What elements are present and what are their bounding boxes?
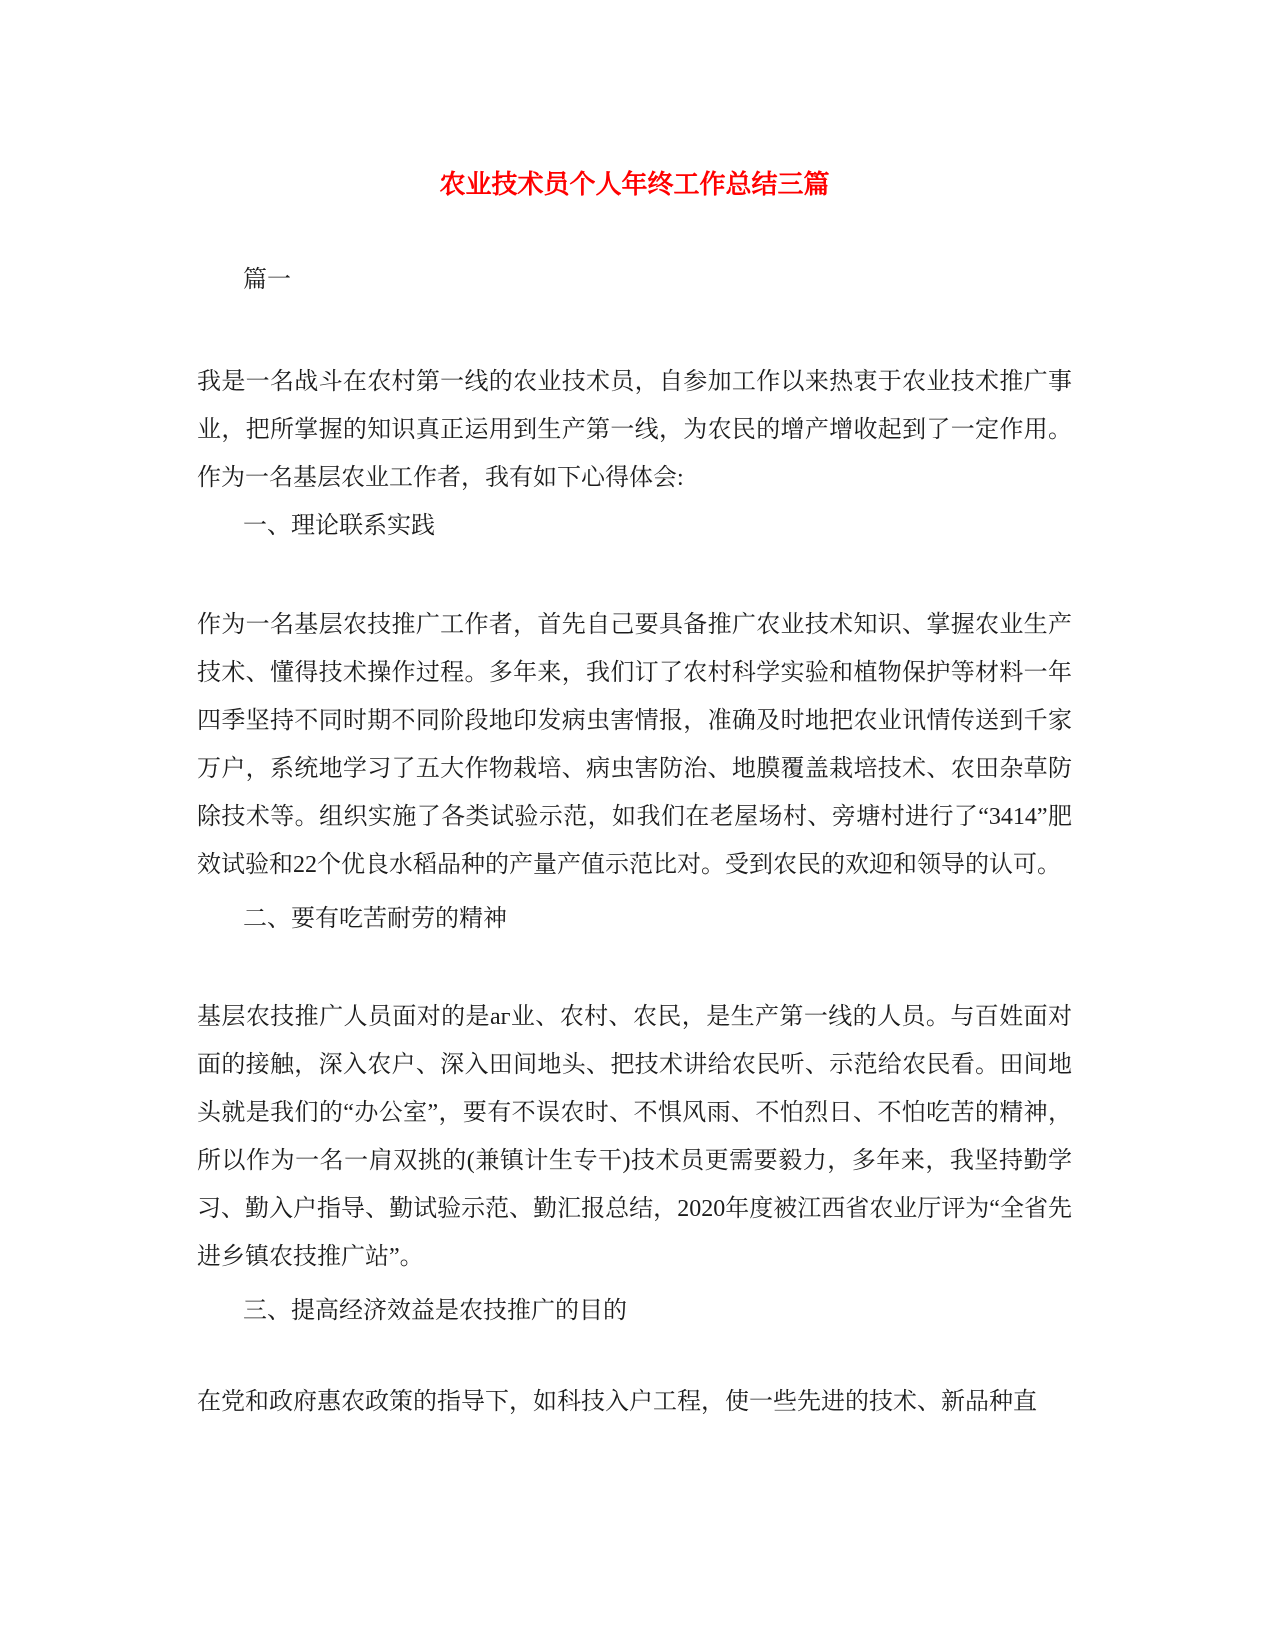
part-one-label: 篇一 — [243, 267, 291, 293]
section-heading-3: 三、提高经济效益是农技推广的目的 — [243, 1298, 627, 1324]
document-title: 农业技术员个人年终工作总结三篇 — [439, 170, 830, 199]
document-content — [197, 0, 1072, 1426]
section-heading-1: 一、理论联系实践 — [243, 513, 435, 539]
paragraph-section-2: 基层农技推广人员面对的是аг业、农村、农民，是生产第一线的人员。与百姓面对面的接触，深入农户、深入田间地头、把技术讲给农民听、示范给农民看。田间地头就是我们的“办公室”，要有不误农时、不惧风雨、不怕烈日、不怕吃苦的精神，所以作为一名一肩双挑的(兼镇计生专干)技术员更需要毅力，多年来，我坚持勤学习、勤入户指导、勤试验示范、勤汇报总结，2020年度被江西省农业厅评为“全省先进乡镇农技推广站”。 — [197, 1004, 1072, 1270]
paragraph-intro: 我是一名战斗在农村第一线的农业技术员，自参加工作以来热衷于农业技术推广事业，把所掌握的知识真正运用到生产第一线，为农民的增产增收起到了一定作用。作为一名基层农业工作者，我有如下心得体会: — [197, 369, 1072, 491]
section-heading-2: 二、要有吃苦耐劳的精神 — [243, 906, 507, 932]
paragraph-section-1: 作为一名基层农技推广工作者，首先自己要具备推广农业技术知识、掌握农业生产技术、懂得技术操作过程。多年来，我们订了农村科学实验和植物保护等材料一年四季坚持不同时期不同阶段地印发病虫害情报，准确及时地把农业讯情传送到千家万户，系统地学习了五大作物栽培、病虫害防治、地膜覆盖栽培技术、农田杂草防除技术等。组织实施了各类试验示范，如我们在老屋场村、旁塘村进行了“3414”肥效试验和22个优良水稻品种的产量产值示范比对。受到农民的欢迎和领导的认可。 — [197, 612, 1072, 878]
paragraph-section-3-truncated: 在党和政府惠农政策的指导下，如科技入户工程，使一些先进的技术、新品种直 — [197, 1389, 1037, 1415]
